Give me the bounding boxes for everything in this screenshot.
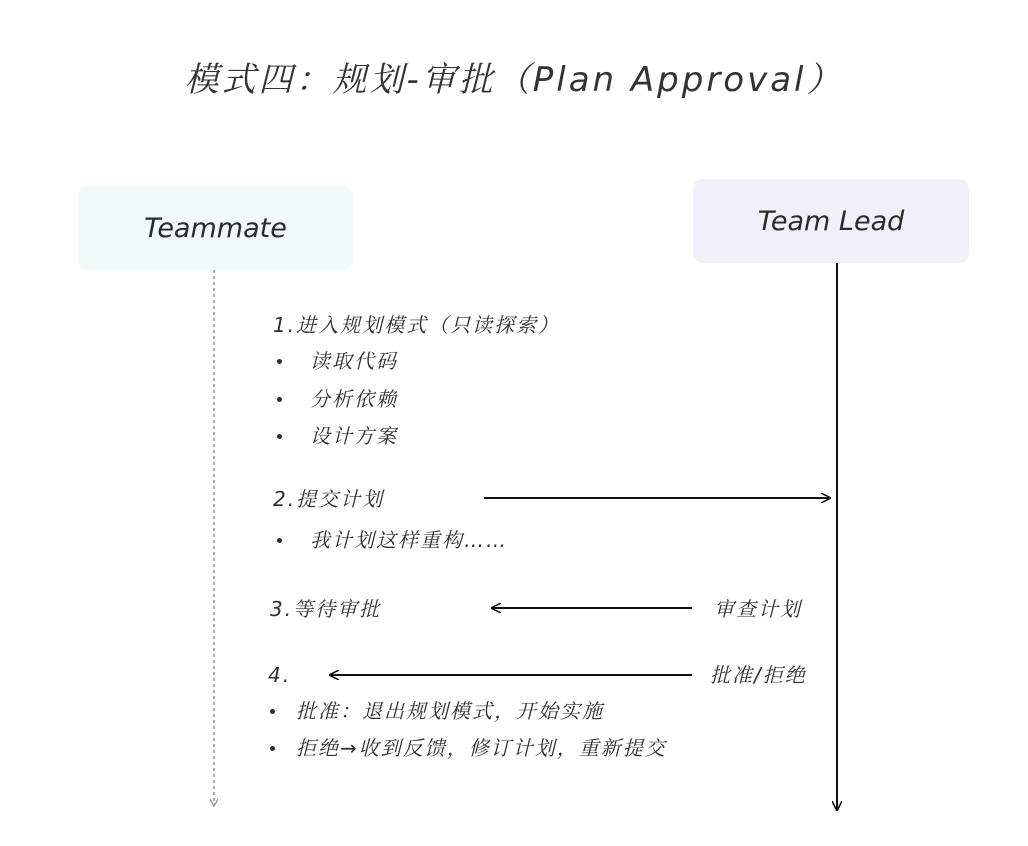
step3-heading: 3.等待审批: [270, 597, 382, 621]
actor-team-lead-label: Team Lead: [757, 205, 905, 237]
step2-heading: 2.提交计划: [273, 487, 385, 511]
bullet-dot: [277, 434, 282, 439]
diagram-title: 模式四：规划-审批（Plan Approval）: [184, 60, 844, 100]
bullet-dot: [270, 709, 275, 714]
step1-bullet-3: 设计方案: [310, 424, 398, 448]
bullet-dot: [277, 538, 282, 543]
bullet-dot: [270, 746, 275, 751]
bullet-dot: [277, 359, 282, 364]
step1-heading: 1.进入规划模式（只读探索）: [273, 313, 561, 337]
step2-bullet-1: 我计划这样重构……: [310, 528, 508, 552]
step3-lead-label: 审查计划: [714, 597, 802, 621]
step4-bullet-1: 批准：退出规划模式，开始实施: [296, 699, 604, 723]
step4-lead-label: 批准/拒绝: [710, 663, 807, 687]
bullet-dot: [277, 397, 282, 402]
actor-teammate-label: Teammate: [144, 212, 287, 244]
step1-bullet-1: 读取代码: [310, 349, 398, 373]
step4-bullet-2: 拒绝→收到反馈，修订计划，重新提交: [296, 736, 667, 760]
step1-bullet-2: 分析依赖: [310, 387, 398, 411]
step4-heading: 4.: [268, 663, 292, 687]
